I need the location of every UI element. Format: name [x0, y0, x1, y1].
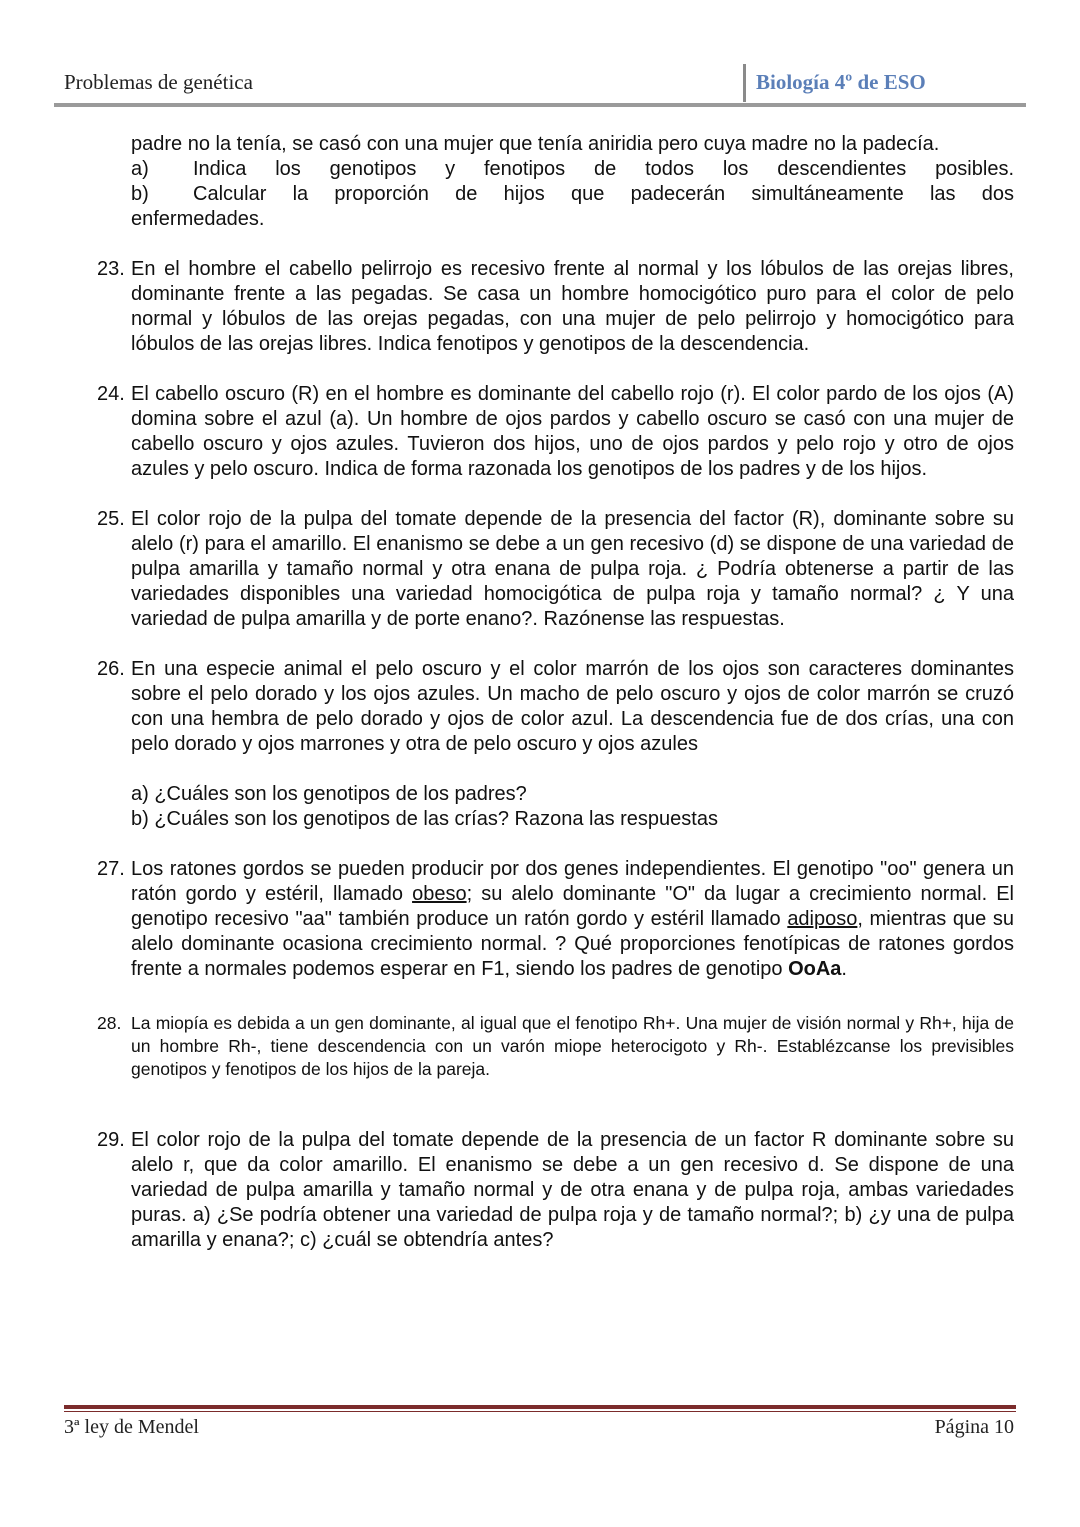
problem-24: [97, 382, 1014, 482]
header-title: Problemas de genética: [64, 70, 253, 94]
problem-number: 24.: [97, 383, 125, 405]
option-a-label: a): [131, 158, 149, 180]
problem-number: 25.: [97, 508, 125, 530]
intro-line: padre no la tenía, se casó con una mujer que tenía aniridia pero cuya madre no la padecía.: [131, 133, 940, 155]
question-b: b) ¿Cuáles son los genotipos de las crías? Razona las respuestas: [131, 808, 718, 830]
term-obeso: obeso: [412, 883, 467, 905]
intro-option-a: [131, 157, 1014, 182]
header-subject: Biología 4º de ESO: [756, 70, 926, 94]
question-a: a) ¿Cuáles son los genotipos de los padres?: [131, 783, 527, 805]
problem-26-questions: [131, 782, 1014, 832]
problem-25: [97, 507, 1014, 632]
option-b-label: b): [131, 183, 149, 205]
problem-number: 28.: [97, 1013, 122, 1033]
problem-text: El color rojo de la pulpa del tomate depende de la presencia del factor (R), dominante sobre su alelo (r) para el amarillo. El enanismo se debe a un gen recesivo (d) se dispone de una variedad de pulpa amarilla y tamaño normal y otra enana de pulpa roja. ¿ Podría obtenerse a partir de las variedades disponibles una variedad homocigótica de pulpa roja y tamaño normal? ¿ Y una variedad de pulpa amarilla y de porte enano?. Razónense las respuestas.: [131, 508, 1014, 630]
problem-text: En una especie animal el pelo oscuro y el color marrón de los ojos son caracteres dominantes sobre el pelo dorado y los ojos azules. Un macho de pelo oscuro y ojos de color marrón se cruzó con una hembra de pelo dorado y ojos de color azul. La descendencia fue de dos crías, una con pelo dorado y ojos marrones y otra de pelo oscuro y ojos azules: [131, 658, 1014, 755]
problem-number: 29.: [97, 1129, 125, 1151]
problem-26: [97, 657, 1014, 757]
option-a-text: Indica los genotipos y fenotipos de todos los descendientes posibles.: [193, 158, 1014, 180]
text-part: ; su alelo dominante "O" da lugar a crecimiento normal. El genotipo recesivo "aa" también produce un ratón gordo y estéril llamado: [131, 883, 1015, 930]
problem-number: 23.: [97, 258, 125, 280]
intro-option-b: [131, 182, 1014, 207]
option-b-continuation: enfermedades.: [131, 208, 265, 230]
footer-chapter: 3ª ley de Mendel: [64, 1416, 199, 1438]
term-adiposo: adiposo: [787, 908, 858, 930]
problem-text: La miopía es debida a un gen dominante, al igual que el fenotipo Rh+. Una mujer de visión normal y Rh+, hija de un hombre Rh-, tiene descendencia con un varón miope heterocigoto y Rh-. Establézcanse los previsibles genotipos y fenotipos de los hijos de la pareja.: [131, 1013, 1014, 1079]
page-content: [0, 132, 1080, 1253]
text-part: .: [841, 958, 847, 980]
problem-text: [131, 857, 1014, 982]
problem-number: 27.: [97, 858, 125, 880]
option-b-text: Calcular la proporción de hijos que padecerán simultáneamente las dos: [193, 183, 1014, 205]
problem-text: El cabello oscuro (R) en el hombre es dominante del cabello rojo (r). El color pardo de los ojos (A) domina sobre el azul (a). Un hombre de ojos pardos y cabello oscuro se casó con una mujer de cabello oscuro y ojos azules. Tuvieron dos hijos, uno de ojos pardos y pelo rojo y otro de ojos azules y pelo oscuro. Indica de forma razonada los genotipos de los padres y de los hijos.: [131, 383, 1014, 480]
footer-rule-thick: [64, 1405, 1016, 1409]
problem-text: En el hombre el cabello pelirrojo es recesivo frente al normal y los lóbulos de las orejas libres, dominante frente a las pegadas. Se casa un hombre homocigótico puro para el color de pelo normal y lóbulos de las orejas pegadas, con una mujer de pelo pelirrojo y homocigótico para lóbulos de las orejas libres. Indica fenotipos y genotipos de la descendencia.: [131, 258, 1014, 355]
header-separator: [743, 64, 746, 102]
problem-23: [97, 257, 1014, 357]
problem-number: 26.: [97, 658, 125, 680]
footer-rule-thin: [64, 1411, 1016, 1412]
genotype-bold: OoAa: [788, 958, 842, 980]
text-part: , mientras que su alelo dominante ocasiona crecimiento normal. ? Qué proporciones fenotípicas de ratones gordos frente a normales podemos esperar en F1, siendo los padres de genotipo: [131, 908, 1014, 980]
problem-text: El color rojo de la pulpa del tomate depende de la presencia de un factor R dominante sobre su alelo r, que da color amarillo. El enanismo se debe a un gen recesivo d. Se dispone de una variedad de pulpa amarilla y tamaño normal y de otra enana y de pulpa roja, ambas variedades puras. a) ¿Se podría obtener una variedad de pulpa roja y de tamaño normal?; b) ¿y una de pulpa amarilla y enana?; c) ¿cuál se obtendría antes?: [131, 1129, 1014, 1251]
text-part: Los ratones gordos se pueden producir por dos genes independientes. El genotipo "oo" genera un ratón gordo y estéril, llamado: [131, 858, 1014, 905]
problem-27: [97, 857, 1015, 982]
problem-29: [97, 1128, 1014, 1253]
footer-page-number: Página 10: [934, 1416, 1014, 1438]
problem-28: [97, 1012, 1014, 1081]
header-rule: [54, 103, 1026, 107]
problem-22-continuation: [131, 132, 1014, 232]
